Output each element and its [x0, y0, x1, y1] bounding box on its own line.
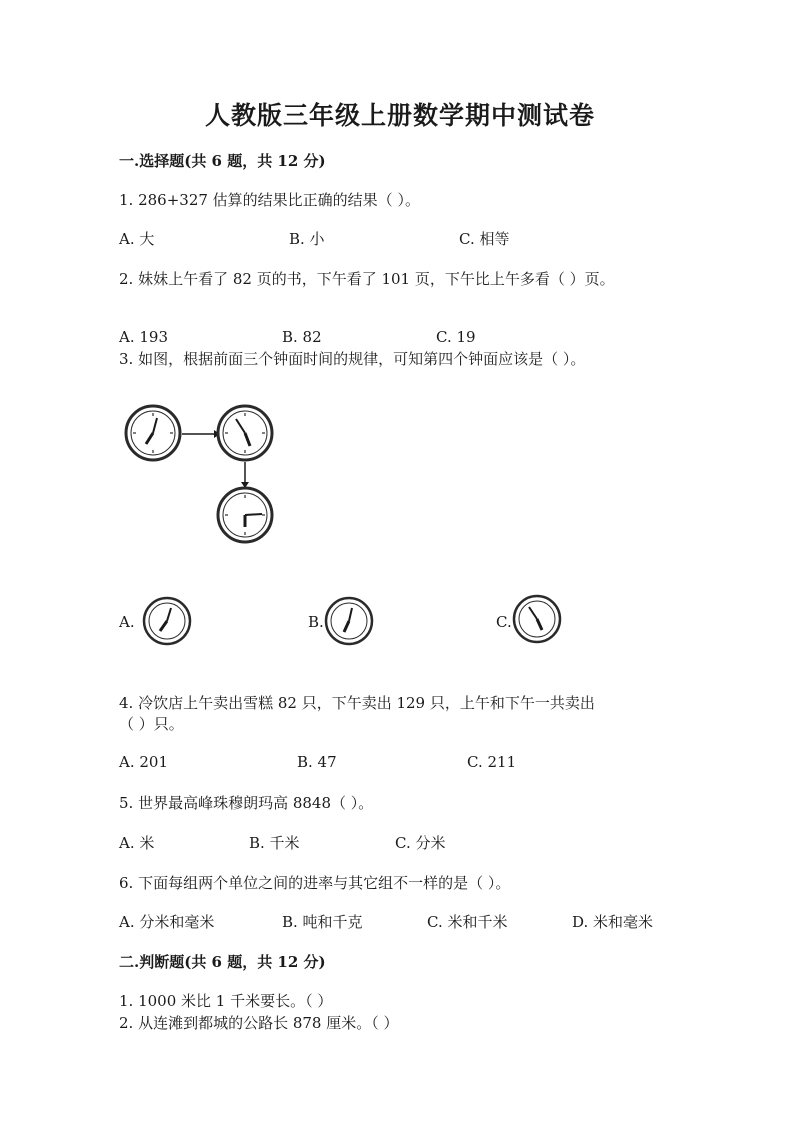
judge-question-2: 2. 从连滩到都城的公路长 878 厘米。（ ）	[119, 1014, 399, 1032]
clock-icon	[216, 486, 274, 544]
clock-icon	[124, 404, 182, 462]
q2-option-a: A. 193	[119, 328, 168, 346]
q4-option-b: B. 47	[297, 753, 337, 771]
q6-option-d: D. 米和毫米	[572, 913, 654, 931]
question-4-line1: 4. 冷饮店上午卖出雪糕 82 只，下午卖出 129 只，上午和下午一共卖出	[119, 694, 595, 712]
question-4-line2: （ ）只。	[119, 715, 184, 733]
section-heading-choice: 一.选择题(共 6 题，共 12 分)	[119, 152, 326, 170]
arrow-down-icon	[239, 462, 251, 488]
section-heading-judge: 二.判断题(共 6 题，共 12 分)	[119, 953, 326, 971]
q1-option-c: C. 相等	[459, 230, 510, 248]
arrow-right-icon	[182, 428, 220, 440]
question-2: 2. 妹妹上午看了 82 页的书，下午看了 101 页，下午比上午多看（ ）页。	[119, 270, 615, 288]
q5-option-b: B. 千米	[249, 834, 300, 852]
page-title: 人教版三年级上册数学期中测试卷	[204, 101, 595, 130]
q3-option-b: B.	[308, 613, 324, 631]
clock-icon	[324, 596, 374, 646]
judge-question-1: 1. 1000 米比 1 千米要长。（ ）	[119, 992, 333, 1010]
q6-option-b: B. 吨和千克	[282, 913, 363, 931]
q4-option-a: A. 201	[119, 753, 168, 771]
question-3: 3. 如图，根据前面三个钟面时间的规律，可知第四个钟面应该是（ ）。	[119, 350, 586, 368]
q5-option-a: A. 米	[119, 834, 155, 852]
clock-icon	[512, 594, 562, 644]
q1-option-a: A. 大	[119, 230, 155, 248]
clock-icon	[216, 404, 274, 462]
q1-option-b: B. 小	[289, 230, 325, 248]
question-6: 6. 下面每组两个单位之间的进率与其它组不一样的是（ ）。	[119, 874, 511, 892]
question-5: 5. 世界最高峰珠穆朗玛高 8848（ ）。	[119, 794, 374, 812]
q2-option-c: C. 19	[436, 328, 476, 346]
clock-icon	[142, 596, 192, 646]
q6-option-a: A. 分米和毫米	[119, 913, 215, 931]
q5-option-c: C. 分米	[395, 834, 446, 852]
question-1: 1. 286+327 估算的结果比正确的结果（ ）。	[119, 191, 420, 209]
q3-option-c: C.	[496, 613, 512, 631]
q3-option-a: A.	[119, 613, 135, 631]
q6-option-c: C. 米和千米	[427, 913, 508, 931]
q4-option-c: C. 211	[467, 753, 517, 771]
q2-option-b: B. 82	[282, 328, 322, 346]
